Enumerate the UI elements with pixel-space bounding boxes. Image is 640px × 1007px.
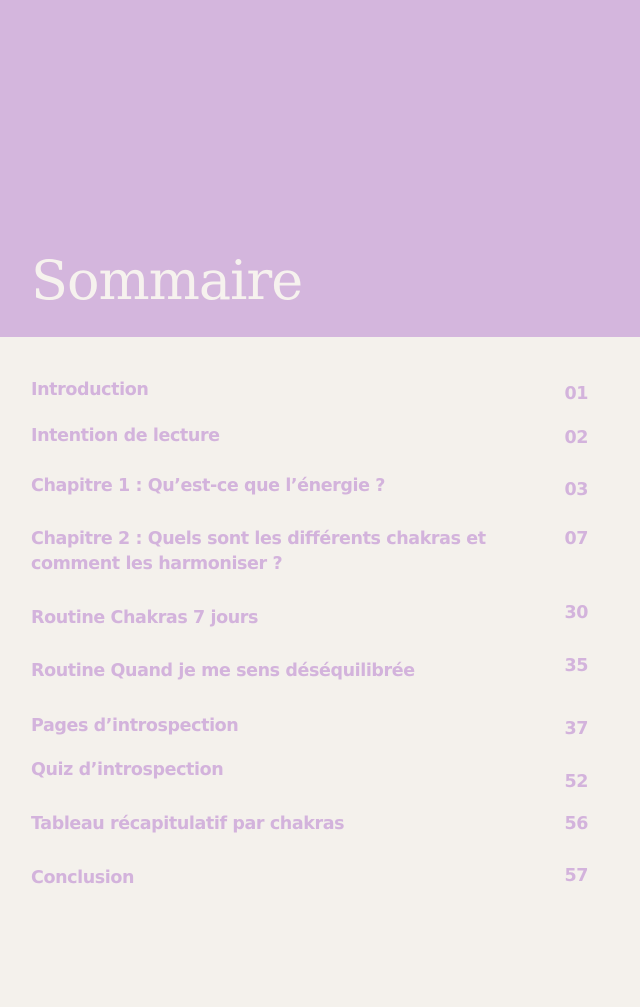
toc-entry-page: 56 [564,814,588,834]
toc-entry-page: 30 [564,603,588,623]
toc-entry-label: Introduction [31,380,149,400]
toc-entry-label: Conclusion [31,868,135,888]
toc-entry-page: 01 [564,384,588,404]
toc-entry-label: Pages d’introspection [31,716,239,736]
toc-entry-label: Chapitre 2 : Quels sont les différents chakras et comment les harmoniser ? [31,529,486,574]
toc-entry-page: 02 [564,428,588,448]
toc-entry-label: Tableau récapitulatif par chakras [31,814,345,834]
toc-entry-page: 52 [564,772,588,792]
toc-entry-label: Routine Chakras 7 jours [31,608,259,628]
toc-entry-label: Quiz d’introspection [31,760,224,780]
toc-entry-page: 03 [564,480,588,500]
page-title: Sommaire [31,249,303,312]
toc-entry-page: 07 [564,529,588,549]
toc-entry-label: Routine Quand je me sens déséquilibrée [31,661,415,681]
toc-entry-label: Chapitre 1 : Qu’est-ce que l’énergie ? [31,476,386,496]
toc-entry-label: Intention de lecture [31,426,220,446]
toc-entry-page: 57 [564,866,588,886]
toc-entry-page: 37 [564,719,588,739]
toc-entry-page: 35 [564,656,588,676]
